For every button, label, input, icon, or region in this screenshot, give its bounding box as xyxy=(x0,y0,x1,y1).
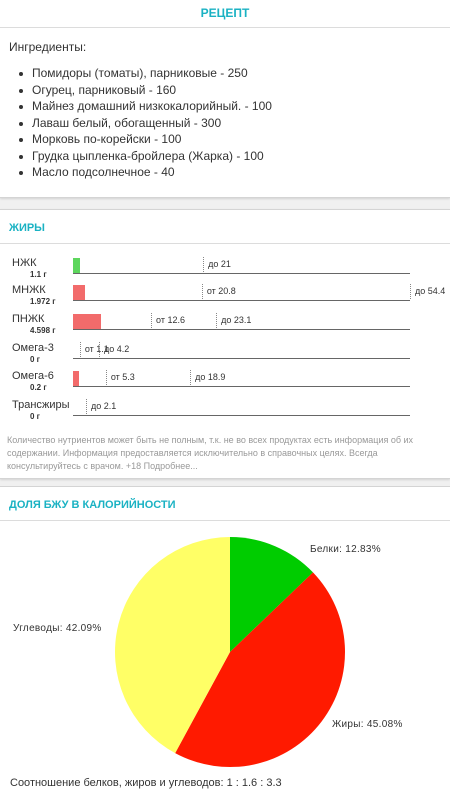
fat-value: 0 г xyxy=(30,412,41,421)
fat-bar xyxy=(73,371,79,386)
fat-max: до 21 xyxy=(203,259,231,269)
fats-header: ЖИРЫ xyxy=(0,210,450,244)
ingredients-title: Ингредиенты: xyxy=(9,40,87,54)
fat-row-trans xyxy=(0,398,450,427)
fat-row-mnzhk xyxy=(0,283,450,312)
fats-card xyxy=(0,209,450,479)
fat-min: от 20.8 xyxy=(202,286,236,296)
bju-ratio: Соотношение белков, жиров и углеводов: 1 : 1.6 : 3.3 xyxy=(10,777,282,789)
fat-scale-line xyxy=(73,415,410,416)
recipe-header: РЕЦЕПТ xyxy=(0,0,450,28)
pie-label-carbs: Углеводы: 42.09% xyxy=(13,623,102,634)
fat-max: до 4.2 xyxy=(99,344,129,354)
fat-name: ПНЖК xyxy=(12,313,45,325)
fat-value: 1.972 г xyxy=(30,297,56,306)
fat-bar xyxy=(73,314,101,329)
fat-min: от 12.6 xyxy=(151,315,185,325)
ingredient-item: Масло подсолнечное - 40 xyxy=(16,164,272,181)
fat-name: НЖК xyxy=(12,257,37,269)
ingredient-item: Грудка цыпленка-бройлера (Жарка) - 100 xyxy=(16,148,272,165)
fat-min: от 5.3 xyxy=(106,372,135,382)
fat-row-omega6 xyxy=(0,369,450,398)
fat-value: 0.2 г xyxy=(30,383,47,392)
ingredient-item: Морковь по-корейски - 100 xyxy=(16,131,272,148)
pie-label-protein: Белки: 12.83% xyxy=(310,544,381,555)
fat-row-omega3 xyxy=(0,341,450,370)
fat-bar xyxy=(73,258,80,273)
pie-label-fat: Жиры: 45.08% xyxy=(332,719,403,730)
fat-scale-line xyxy=(73,386,410,387)
fat-scale-line xyxy=(73,273,410,274)
fat-scale-line xyxy=(73,329,410,330)
fat-bar xyxy=(73,285,85,300)
ingredient-item: Помидоры (томаты), парниковые - 250 xyxy=(16,65,272,82)
fat-name: Трансжиры xyxy=(12,399,70,411)
fat-max: до 2.1 xyxy=(86,401,116,411)
fat-scale-line xyxy=(73,300,410,301)
fat-max: до 18.9 xyxy=(190,372,225,382)
bju-card xyxy=(0,486,450,800)
ingredient-item: Лаваш белый, обогащенный - 300 xyxy=(16,115,272,132)
ingredient-item: Майнез домашний низкокалорийный. - 100 xyxy=(16,98,272,115)
recipe-card xyxy=(0,0,450,198)
fat-scale-line xyxy=(73,358,410,359)
fat-name: Омега-6 xyxy=(12,370,54,382)
fat-row-nzhk xyxy=(0,256,450,285)
fat-max: до 54.4 xyxy=(410,286,445,296)
fat-value: 0 г xyxy=(30,355,41,364)
fat-max: до 23.1 xyxy=(216,315,251,325)
fat-min: от 1.1 xyxy=(80,344,109,354)
bju-header: ДОЛЯ БЖУ В КАЛОРИЙНОСТИ xyxy=(0,487,450,521)
ingredients-list xyxy=(16,65,272,181)
fat-name: МНЖК xyxy=(12,284,46,296)
pie-chart xyxy=(0,521,450,771)
fat-name: Омега-3 xyxy=(12,342,54,354)
ingredient-item: Огурец, парниковый - 160 xyxy=(16,82,272,99)
fat-value: 1.1 г xyxy=(30,270,47,279)
fat-value: 4.598 г xyxy=(30,326,56,335)
fat-row-pnzhk xyxy=(0,312,450,341)
disclaimer-note: Количество нутриентов может быть не полным, т.к. не во всех продуктах есть информация об их содержании. Информация предоставляется исключительно в справочных целях. Всегда консультируйтесь с врачом. +18 Подробнее... xyxy=(7,435,414,471)
